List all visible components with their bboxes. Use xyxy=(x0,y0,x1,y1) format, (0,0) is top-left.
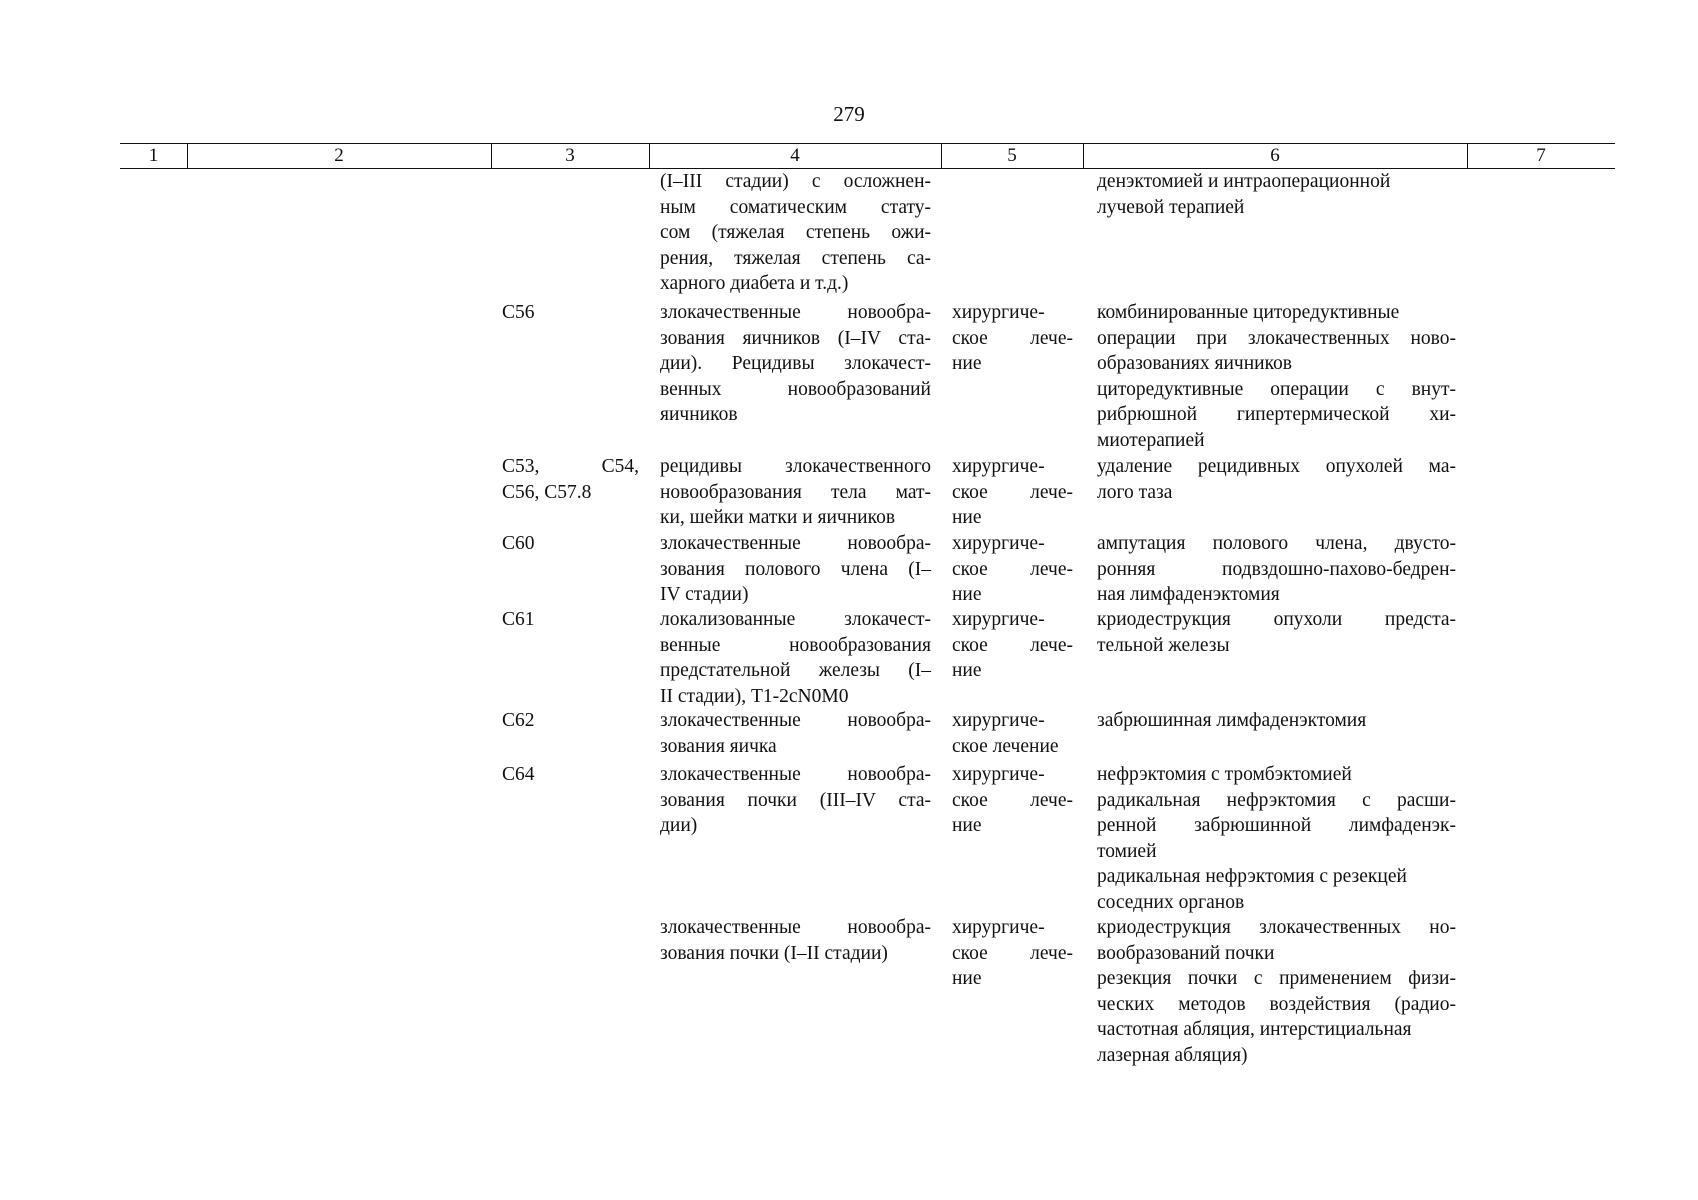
text-line: нефрэктомия с тромбэктомией xyxy=(1097,764,1352,785)
column-number: 4 xyxy=(790,145,800,166)
condition-cell xyxy=(660,169,931,297)
page-number: 279 xyxy=(833,102,865,126)
text-line: C56 xyxy=(502,302,535,323)
text-line: венных новообразований xyxy=(660,378,931,400)
column-number-header xyxy=(120,143,1615,169)
treatment-method-cell xyxy=(1097,762,1456,915)
treatment-type-cell xyxy=(952,607,1073,684)
icd-codes-cell xyxy=(502,607,639,633)
treatment-method-cell xyxy=(1097,300,1456,453)
text-line: лого таза xyxy=(1097,481,1173,503)
treatment-method-cell xyxy=(1097,607,1456,658)
text-line: зования почки (III–IV ста- xyxy=(660,789,931,811)
text-line: C62 xyxy=(502,710,535,731)
treatment-method-cell xyxy=(1097,708,1456,734)
text-line: ным соматическим стату- xyxy=(660,196,931,218)
text-line: забрюшинная лимфаденэктомия xyxy=(1097,710,1367,731)
text-line: ческих методов воздействия (радио- xyxy=(1097,993,1456,1015)
text-line: рецидивы злокачественного xyxy=(660,456,931,477)
text-line: злокачественные новообра- xyxy=(660,917,931,938)
text-line: лучевой терапией xyxy=(1097,196,1245,218)
text-line: лазерная абляция) xyxy=(1097,1044,1248,1066)
text-line: ние xyxy=(952,353,982,374)
text-line: ское лече- xyxy=(952,789,1073,811)
icd-codes-cell xyxy=(502,762,639,788)
condition-cell xyxy=(660,762,931,839)
column-number: 6 xyxy=(1270,145,1280,166)
text-line: ние xyxy=(952,507,982,528)
text-line: зования почки (I–II стадии) xyxy=(660,942,888,964)
icd-codes-cell xyxy=(502,708,639,734)
text-line: ское лече- xyxy=(952,942,1073,964)
text-line: денэктомией и интраоперационной xyxy=(1097,171,1391,192)
text-line: (I–III стадии) с осложнен- xyxy=(660,171,931,192)
condition-cell xyxy=(660,300,931,428)
text-line: ренной забрюшинной лимфаденэк- xyxy=(1097,815,1456,836)
text-line: ронняя подвздошно-пахово-бедрен- xyxy=(1097,558,1456,580)
text-line: II стадии), T1-2cN0M0 xyxy=(660,685,849,707)
text-line: ское лечение xyxy=(952,735,1059,757)
text-line: новообразования тела мат- xyxy=(660,481,931,503)
text-line: C60 xyxy=(502,533,535,554)
treatment-type-cell xyxy=(952,762,1073,839)
text-line: венные новообразования xyxy=(660,634,931,656)
text-line: предстательной железы (I– xyxy=(660,660,931,681)
text-line: хирургиче- xyxy=(952,533,1045,554)
column-number: 5 xyxy=(1007,145,1017,166)
text-line: C61 xyxy=(502,609,535,630)
column-number: 7 xyxy=(1536,145,1546,166)
column-number: 1 xyxy=(148,145,159,166)
text-line: вообразований почки xyxy=(1097,942,1275,964)
text-line: яичников xyxy=(660,404,738,425)
text-line: ки, шейки матки и яичников xyxy=(660,507,896,528)
text-line: радикальная нефрэктомия с расши- xyxy=(1097,789,1456,811)
text-line: ние xyxy=(952,584,982,605)
text-line: C56, C57.8 xyxy=(502,481,592,503)
text-line: зования полового члена (I– xyxy=(660,558,931,580)
text-line: ское лече- xyxy=(952,558,1073,580)
text-line: сом (тяжелая степень ожи- xyxy=(660,222,931,243)
column-number: 3 xyxy=(565,145,575,166)
text-line: злокачественные новообра- xyxy=(660,764,931,785)
text-line: миотерапией xyxy=(1097,429,1205,451)
text-line: комбинированные циторедуктивные xyxy=(1097,302,1400,323)
text-line: C64 xyxy=(502,764,535,785)
text-line: дии). Рецидивы злокачест- xyxy=(660,353,931,374)
text-line: ние xyxy=(952,660,982,681)
text-line: злокачественные новообра- xyxy=(660,533,931,554)
treatment-method-cell xyxy=(1097,531,1456,608)
condition-cell xyxy=(660,915,931,966)
text-line: злокачественные новообра- xyxy=(660,302,931,323)
text-line: ампутация полового члена, двусто- xyxy=(1097,533,1456,554)
treatment-type-cell xyxy=(952,454,1073,531)
text-line: тельной железы xyxy=(1097,634,1230,656)
text-line: зования яичников (I–IV ста- xyxy=(660,327,931,349)
text-line: хирургиче- xyxy=(952,764,1045,785)
icd-codes-cell xyxy=(502,531,639,557)
text-line: криодеструкция опухоли предста- xyxy=(1097,609,1456,630)
text-line: зования яичка xyxy=(660,735,777,757)
text-line: образованиях яичников xyxy=(1097,353,1293,374)
condition-cell xyxy=(660,531,931,608)
text-line: частотная абляция, интерстициальная xyxy=(1097,1019,1412,1040)
text-line: ское лече- xyxy=(952,481,1073,503)
treatment-type-cell xyxy=(952,300,1073,377)
text-line: рения, тяжелая степень са- xyxy=(660,247,931,269)
condition-cell xyxy=(660,708,931,759)
text-line: C53, C54, xyxy=(502,456,639,477)
treatment-method-cell xyxy=(1097,454,1456,505)
icd-codes-cell xyxy=(502,454,639,505)
text-line: криодеструкция злокачественных но- xyxy=(1097,917,1456,938)
treatment-method-cell xyxy=(1097,169,1456,220)
text-line: хирургиче- xyxy=(952,917,1045,938)
text-line: циторедуктивные операции с внут- xyxy=(1097,378,1456,400)
text-line: хирургиче- xyxy=(952,609,1045,630)
condition-cell xyxy=(660,454,931,531)
text-line: удаление рецидивных опухолей ма- xyxy=(1097,456,1456,477)
text-line: соседних органов xyxy=(1097,891,1245,913)
text-line: ние xyxy=(952,815,982,836)
text-line: локализованные злокачест- xyxy=(660,609,931,630)
treatment-method-cell xyxy=(1097,915,1456,1068)
icd-codes-cell xyxy=(502,300,639,326)
text-line: операции при злокачественных ново- xyxy=(1097,327,1456,349)
text-line: ние xyxy=(952,968,982,989)
treatment-type-cell xyxy=(952,915,1073,992)
text-line: хирургиче- xyxy=(952,456,1045,477)
text-line: хирургиче- xyxy=(952,302,1045,323)
text-line: томией xyxy=(1097,840,1157,862)
text-line: дии) xyxy=(660,815,698,836)
treatment-type-cell xyxy=(952,708,1073,759)
column-number: 2 xyxy=(334,145,344,166)
text-line: злокачественные новообра- xyxy=(660,710,931,731)
text-line: харного диабета и т.д.) xyxy=(660,273,849,294)
text-line: резекция почки с применением физи- xyxy=(1097,968,1456,989)
condition-cell xyxy=(660,607,931,709)
text-line: ское лече- xyxy=(952,634,1073,656)
text-line: хирургиче- xyxy=(952,710,1045,731)
text-line: рибрюшной гипертермической хи- xyxy=(1097,404,1456,425)
text-line: радикальная нефрэктомия с резекцей xyxy=(1097,866,1407,887)
text-line: ная лимфаденэктомия xyxy=(1097,584,1280,605)
treatment-type-cell xyxy=(952,531,1073,608)
text-line: IV стадии) xyxy=(660,584,749,605)
text-line: ское лече- xyxy=(952,327,1073,349)
